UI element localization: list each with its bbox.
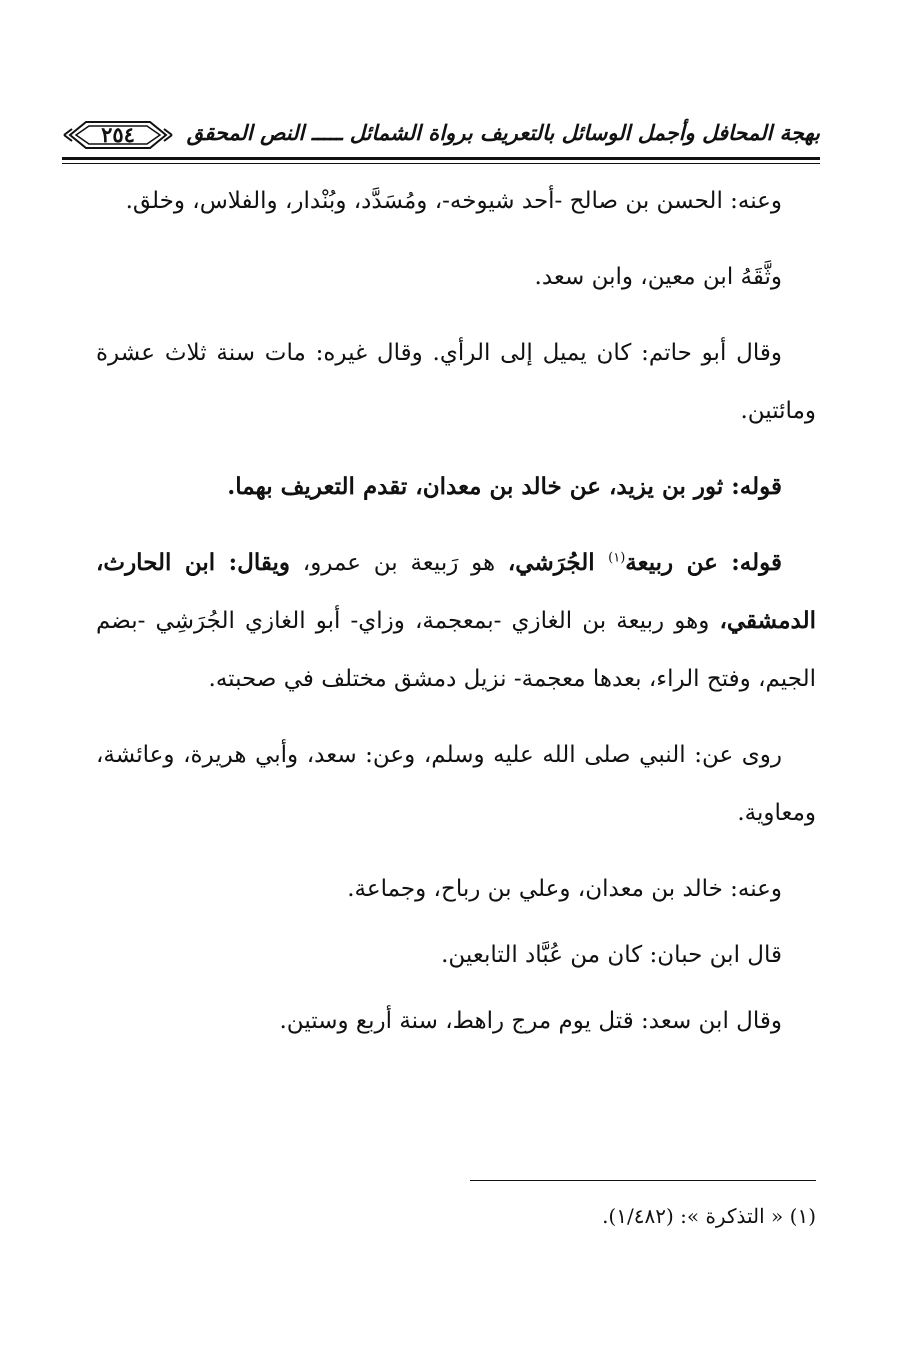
- paragraph-4: قوله: ثور بن يزيد، عن خالد بن معدان، تقدم التعريف بهما.: [227, 473, 782, 500]
- paragraph-2: وثَّقَهُ ابن معين، وابن سعد.: [534, 264, 782, 290]
- footnote-marker: (١): [789, 1204, 816, 1228]
- header-rule-thick: [62, 157, 820, 160]
- page-number: ٢٥٤: [101, 122, 135, 147]
- main-text: [96, 172, 816, 1058]
- paragraph-5: قوله: عن ربيعة$^{(١)}$ الجُرَشي، هو رَبيعة بن عمرو، ويقال: ابن الحارث، الدمشقي، وهو ربيعة بن الغازي -بمعجمة، وزاي- أبو الغازي الجُرَشِي -بضم الجيم، وفتح الراء، بعدها معجمة- نزيل دمشق مختلف في صحبته.: [96, 549, 816, 692]
- footnote-separator: [470, 1180, 816, 1181]
- header-title: بهجة المحافل وأجمل الوسائل بالتعريف برواة الشمائل ـــــ النص المحقق: [186, 120, 820, 145]
- footnote-1: [96, 1196, 816, 1236]
- paragraph-1: وعنه: الحسن بن صالح -أحد شيوخه-، ومُسَدَّد، وبُنْدار، والفلاس، وخلق.: [125, 188, 782, 214]
- page-number-badge: [62, 118, 174, 152]
- paragraph-3: وقال أبو حاتم: كان يميل إلى الرأي. وقال غيره: مات سنة ثلاث عشرة ومائتين.: [96, 340, 816, 424]
- paragraph-6: روى عن: النبي صلى الله عليه وسلم، وعن: سعد، وأبي هريرة، وعائشة، ومعاوية.: [96, 742, 816, 826]
- footnote-text: « التذكرة »: (١/٤٨٢).: [602, 1204, 784, 1228]
- running-header: [62, 112, 820, 158]
- paragraph-7: وعنه: خالد بن معدان، وعلي بن رباح، وجماعة.: [347, 876, 782, 902]
- footnote-ref[interactable]: (١): [608, 550, 626, 566]
- paragraph-9: وقال ابن سعد: قتل يوم مرج راهط، سنة أربع وستين.: [279, 1008, 782, 1034]
- header-rule-thin: [62, 163, 820, 164]
- paragraph-8: قال ابن حبان: كان من عُبَّاد التابعين.: [441, 942, 782, 968]
